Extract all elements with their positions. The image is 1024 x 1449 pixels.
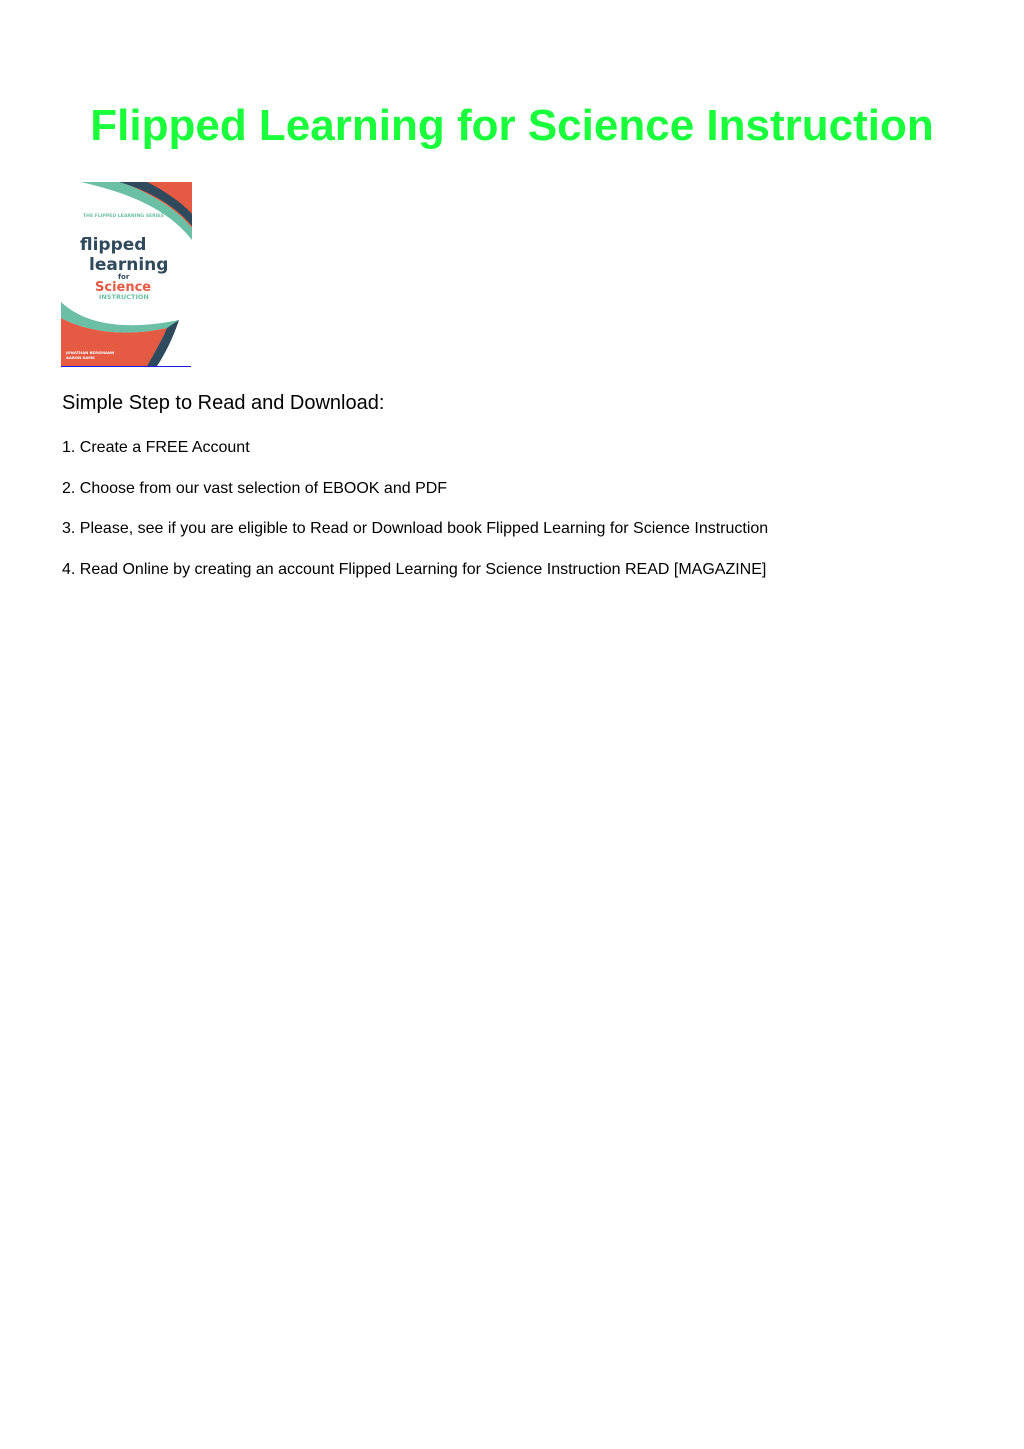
cover-series-text: THE FLIPPED LEARNING SERIES [83, 214, 164, 219]
steps-list [62, 437, 768, 599]
cover-title-line1: flipped [80, 235, 147, 255]
cover-title-line5: INSTRUCTION [99, 293, 149, 301]
link-underline [61, 366, 191, 367]
step-item: 3. Please, see if you are eligible to Read or Download book Flipped Learning for Science Instruction [62, 520, 769, 537]
page-title: Flipped Learning for Science Instruction [90, 101, 934, 150]
section-heading: Simple Step to Read and Download: [62, 392, 385, 414]
cover-title-line2: learning [89, 255, 169, 275]
book-cover-link[interactable] [61, 182, 192, 368]
step-item: 1. Create a FREE Account [62, 439, 250, 456]
cover-title-line3: for [118, 273, 130, 281]
step-item: 2. Choose from our vast selection of EBOOK and PDF [62, 479, 448, 497]
step-item: 4. Read Online by creating an account Flipped Learning for Science Instruction READ [MAGAZINE] [62, 560, 767, 578]
book-cover-image [61, 182, 192, 366]
cover-title-line4: Science [95, 280, 152, 295]
cover-author-2: AARON SAMS [66, 355, 95, 360]
cover-author-1: JONATHAN BERGMANN [66, 350, 115, 355]
